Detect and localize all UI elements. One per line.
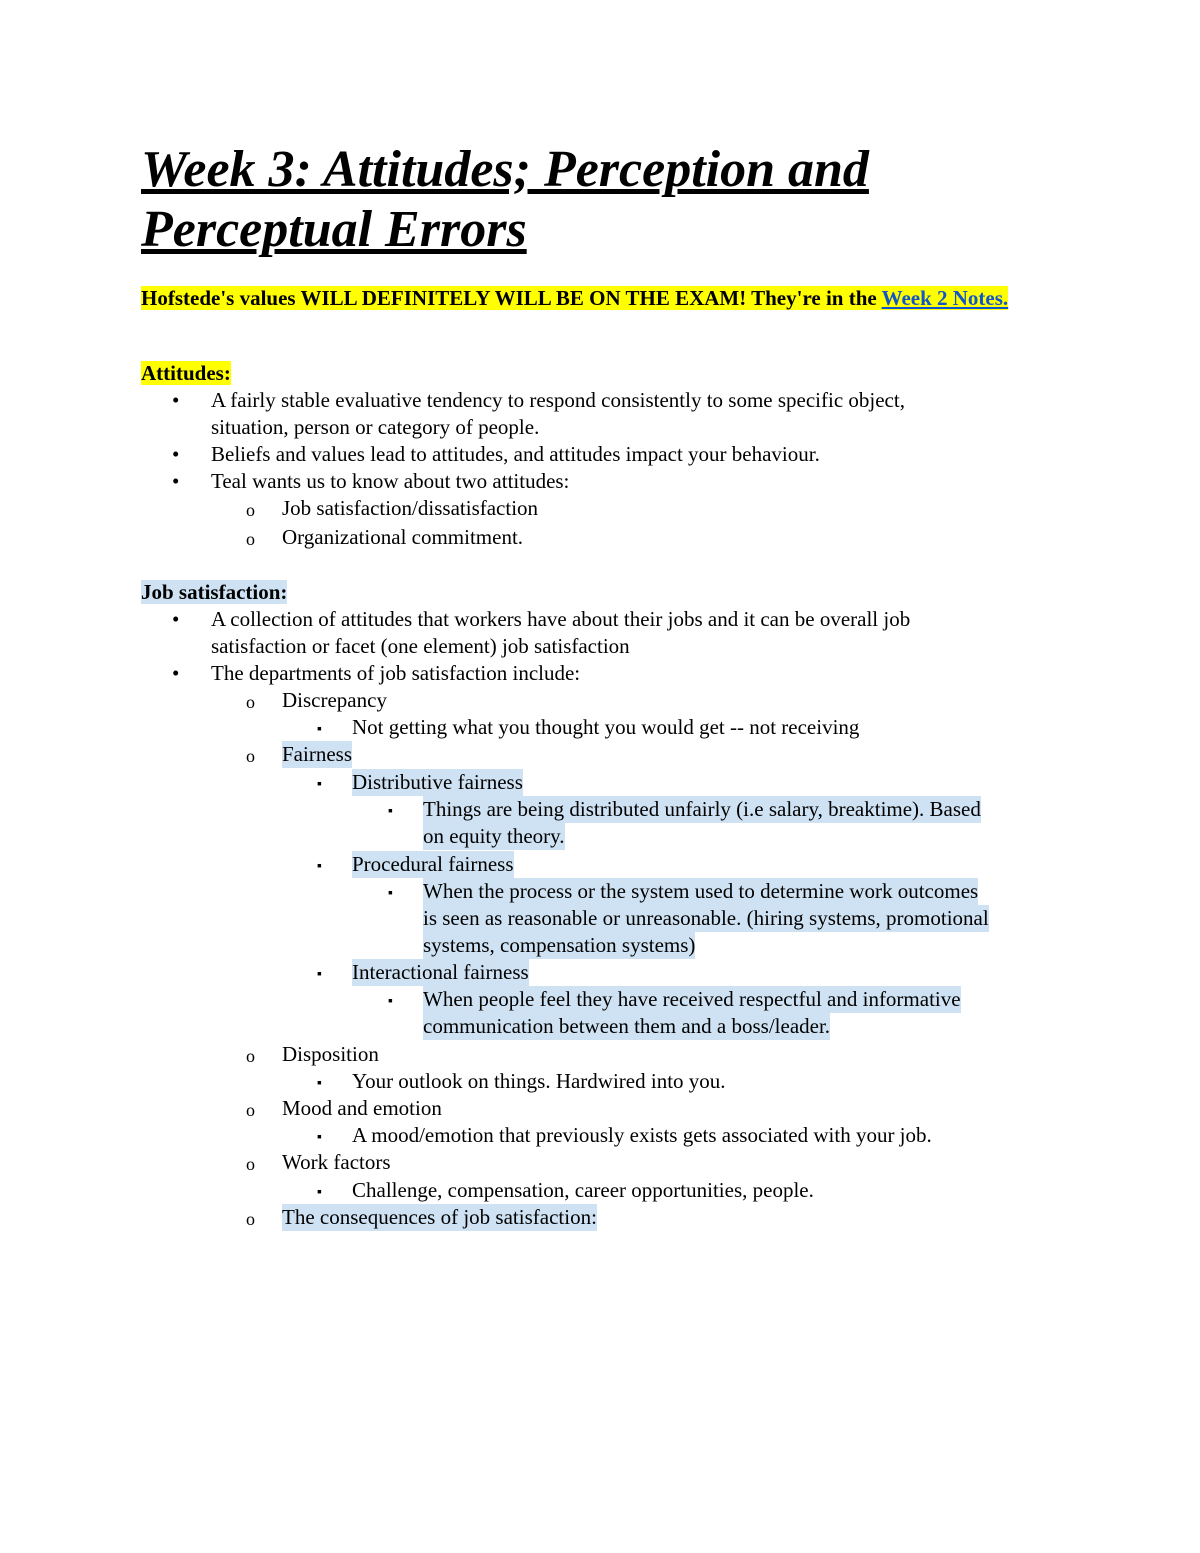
- list-item: The consequences of job satisfaction:: [282, 1205, 597, 1229]
- bullet-icon: •: [172, 607, 180, 631]
- square-bullet-icon: ▪: [388, 994, 393, 1009]
- circle-bullet-icon: o: [246, 692, 255, 712]
- circle-bullet-icon: o: [246, 529, 255, 549]
- list-item: A collection of attitudes that workers have about their jobs and it can be overall job: [211, 607, 911, 631]
- circle-bullet-icon: o: [246, 500, 255, 520]
- list-item: Mood and emotion: [282, 1096, 442, 1120]
- list-item: satisfaction or facet (one element) job satisfaction: [211, 634, 630, 658]
- list-item: Work factors: [282, 1150, 391, 1174]
- circle-bullet-icon: o: [246, 1046, 255, 1066]
- bullet-icon: •: [172, 661, 180, 685]
- square-bullet-icon: ▪: [317, 967, 322, 982]
- square-bullet-icon: ▪: [317, 1130, 322, 1145]
- list-item: Job satisfaction/dissatisfaction: [282, 496, 539, 520]
- square-bullet-icon: ▪: [317, 1076, 322, 1091]
- list-item: Disposition: [282, 1042, 379, 1066]
- list-item: When people feel they have received respectful and informative: [423, 987, 961, 1011]
- exam-notice: [141, 285, 1071, 312]
- page-title: Week 3: Attitudes; Perception and Perceptual Errors: [141, 141, 869, 258]
- bullet-icon: •: [172, 469, 180, 493]
- list-item: Beliefs and values lead to attitudes, and attitudes impact your behaviour.: [211, 442, 820, 466]
- list-item: Interactional fairness: [352, 960, 529, 984]
- circle-bullet-icon: o: [246, 746, 255, 766]
- list-item: Things are being distributed unfairly (i.e salary, breaktime). Based: [423, 797, 981, 821]
- notice-text: Hofstede's values WILL DEFINITELY WILL BE ON THE EXAM! They're in the: [141, 286, 877, 310]
- list-item: Procedural fairness: [352, 852, 514, 876]
- circle-bullet-icon: o: [246, 1100, 255, 1120]
- list-item: When the process or the system used to determine work outcomes: [423, 879, 979, 903]
- attitudes-heading: Attitudes:: [141, 361, 231, 385]
- square-bullet-icon: ▪: [317, 777, 322, 792]
- job-satisfaction-heading: Job satisfaction:: [141, 580, 288, 604]
- list-item: Distributive fairness: [352, 770, 523, 794]
- list-item: is seen as reasonable or unreasonable. (hiring systems, promotional: [423, 906, 989, 930]
- list-item: Fairness: [282, 742, 352, 766]
- square-bullet-icon: ▪: [388, 804, 393, 819]
- list-item: systems, compensation systems): [423, 933, 696, 957]
- square-bullet-icon: ▪: [317, 859, 322, 874]
- square-bullet-icon: ▪: [317, 722, 322, 737]
- circle-bullet-icon: o: [246, 1154, 255, 1174]
- list-item: Your outlook on things. Hardwired into you.: [352, 1069, 726, 1093]
- circle-bullet-icon: o: [246, 1209, 255, 1229]
- list-item: Not getting what you thought you would get -- not receiving: [352, 715, 860, 739]
- bullet-icon: •: [172, 442, 180, 466]
- week2-notes-link[interactable]: Week 2 Notes.: [881, 286, 1009, 310]
- list-item: The departments of job satisfaction include:: [211, 661, 581, 685]
- bullet-icon: •: [172, 388, 180, 412]
- list-item: communication between them and a boss/leader.: [423, 1014, 831, 1038]
- list-item: Discrepancy: [282, 688, 387, 712]
- list-item: situation, person or category of people.: [211, 415, 540, 439]
- list-item: on equity theory.: [423, 824, 565, 848]
- square-bullet-icon: ▪: [317, 1185, 322, 1200]
- square-bullet-icon: ▪: [388, 886, 393, 901]
- list-item: Teal wants us to know about two attitudes:: [211, 469, 570, 493]
- list-item: A mood/emotion that previously exists gets associated with your job.: [352, 1123, 932, 1147]
- list-item: Challenge, compensation, career opportunities, people.: [352, 1178, 814, 1202]
- list-item: A fairly stable evaluative tendency to respond consistently to some specific object,: [211, 388, 905, 412]
- list-item: Organizational commitment.: [282, 525, 524, 549]
